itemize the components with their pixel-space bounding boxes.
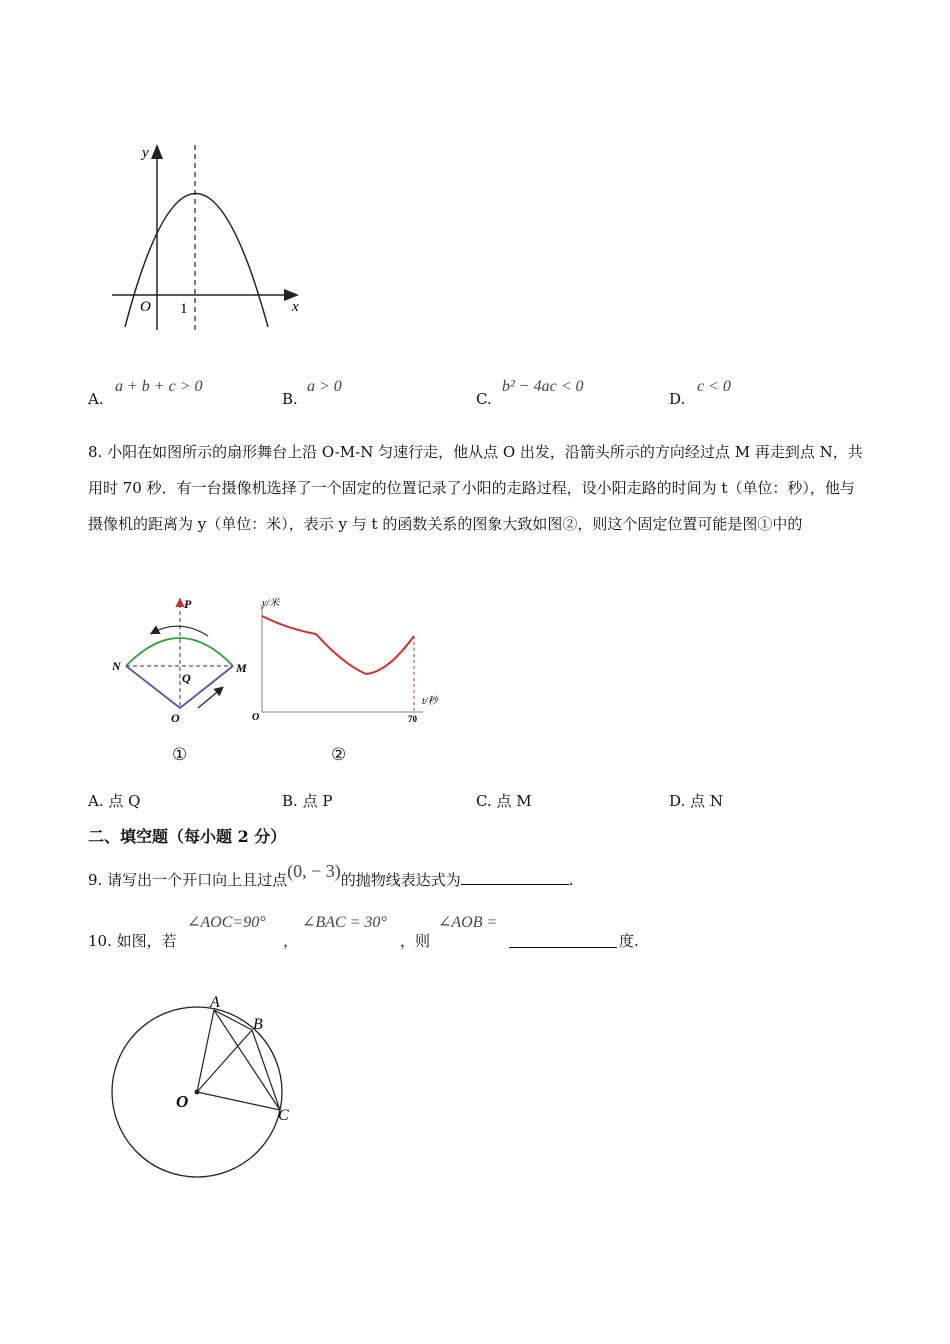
q10-cond1: ∠AOC=90° xyxy=(187,914,266,931)
q8-text: 8. 小阳在如图所示的扇形舞台上沿 O-M-N 匀速行走，他从点 O 出发，沿箭头所示的方向经过点 M 再走到点 N，共用时 70 秒．有一台摄像机选择了一个固定的位置记录了小阳的走路过程，设小阳走路的时间为 t（单位：秒），他与摄像机的距离为 y（单位：米），表示 y 与 t 的函数关系的图象大致如图②，则这个固定位置可能是图①中的 xyxy=(88,443,863,533)
sector-stage-figure xyxy=(108,588,253,728)
q10-end: 度. xyxy=(619,932,639,950)
option-letter: C. xyxy=(476,792,492,810)
label-p: P xyxy=(184,597,192,611)
segment-ab xyxy=(214,1010,252,1030)
label-o: O xyxy=(171,711,180,725)
segment-ac xyxy=(214,1010,280,1110)
graph-t-label: t/秒 xyxy=(422,696,438,707)
q7-option-a-expr: a + b + c > 0 xyxy=(115,378,203,395)
q8-option-d xyxy=(669,790,723,812)
q9-line xyxy=(88,861,574,891)
q10-ask: ∠AOB = xyxy=(438,914,498,931)
q10-sep2: ，则 xyxy=(400,932,431,950)
q9-point: (0, − 3) xyxy=(287,861,341,881)
caption-figure-2: ② xyxy=(331,745,347,765)
label-n: N xyxy=(112,659,121,673)
distance-time-graph xyxy=(248,594,448,726)
tick-label-1: 1 xyxy=(180,301,188,317)
q7-option-a xyxy=(88,388,104,410)
option-text: 点 P xyxy=(302,792,333,810)
q10-cond2: ∠BAC = 30° xyxy=(302,914,387,931)
graph-curve xyxy=(262,616,414,674)
segment-ob xyxy=(197,1030,252,1092)
q7-option-b-expr: a > 0 xyxy=(307,378,342,395)
q10-before: 10. 如图，若 xyxy=(88,932,177,950)
q9-after: 的抛物线表达式为 xyxy=(340,871,461,889)
section-2-title: 二、填空题（每小题 2 分） xyxy=(88,827,287,846)
option-letter: D. xyxy=(669,390,686,408)
q7-option-c xyxy=(476,388,492,410)
q7-option-d xyxy=(669,388,685,410)
x-axis-label: x xyxy=(292,299,299,315)
option-letter: C. xyxy=(476,390,492,408)
circle-figure xyxy=(100,985,310,1185)
segment-oc xyxy=(197,1092,280,1110)
option-text: 点 Q xyxy=(108,792,141,810)
option-text: 点 M xyxy=(496,792,532,810)
label-o-center: O xyxy=(176,1092,189,1111)
option-letter: D. xyxy=(669,792,686,810)
option-text: 点 N xyxy=(690,792,723,810)
origin-label: O xyxy=(140,299,151,315)
option-letter: B. xyxy=(282,792,298,810)
q9-answer-blank[interactable] xyxy=(461,868,569,885)
label-b: B xyxy=(253,1016,263,1033)
option-letter: A. xyxy=(88,792,104,810)
q7-option-b xyxy=(282,388,298,410)
q10-sep1: ， xyxy=(283,932,299,950)
segment-ao xyxy=(197,1010,214,1092)
label-m: M xyxy=(236,661,247,675)
option-letter: A. xyxy=(88,390,104,408)
graph-y-label: y/米 xyxy=(262,598,280,609)
q7-option-c-expr: b² − 4ac < 0 xyxy=(502,378,584,395)
q7-option-d-expr: c < 0 xyxy=(697,378,731,395)
parabola-figure xyxy=(100,135,320,345)
graph-origin: O xyxy=(252,712,260,723)
q9-before: 9. 请写出一个开口向上且过点 xyxy=(88,871,288,889)
y-axis-label: y xyxy=(142,145,149,161)
caption-figure-1: ① xyxy=(172,745,188,765)
label-a: A xyxy=(210,994,220,1011)
q10-answer-blank[interactable] xyxy=(509,931,617,948)
q9-end: . xyxy=(568,871,574,889)
center-dot xyxy=(195,1090,200,1095)
q8-option-a xyxy=(88,790,140,812)
option-letter: B. xyxy=(282,390,298,408)
q8-option-b xyxy=(282,790,332,812)
q8-option-c xyxy=(476,790,532,812)
label-q: Q xyxy=(182,671,191,685)
graph-end-tick: 70 xyxy=(408,714,417,724)
path-nom xyxy=(126,666,233,708)
label-c: C xyxy=(278,1107,289,1124)
